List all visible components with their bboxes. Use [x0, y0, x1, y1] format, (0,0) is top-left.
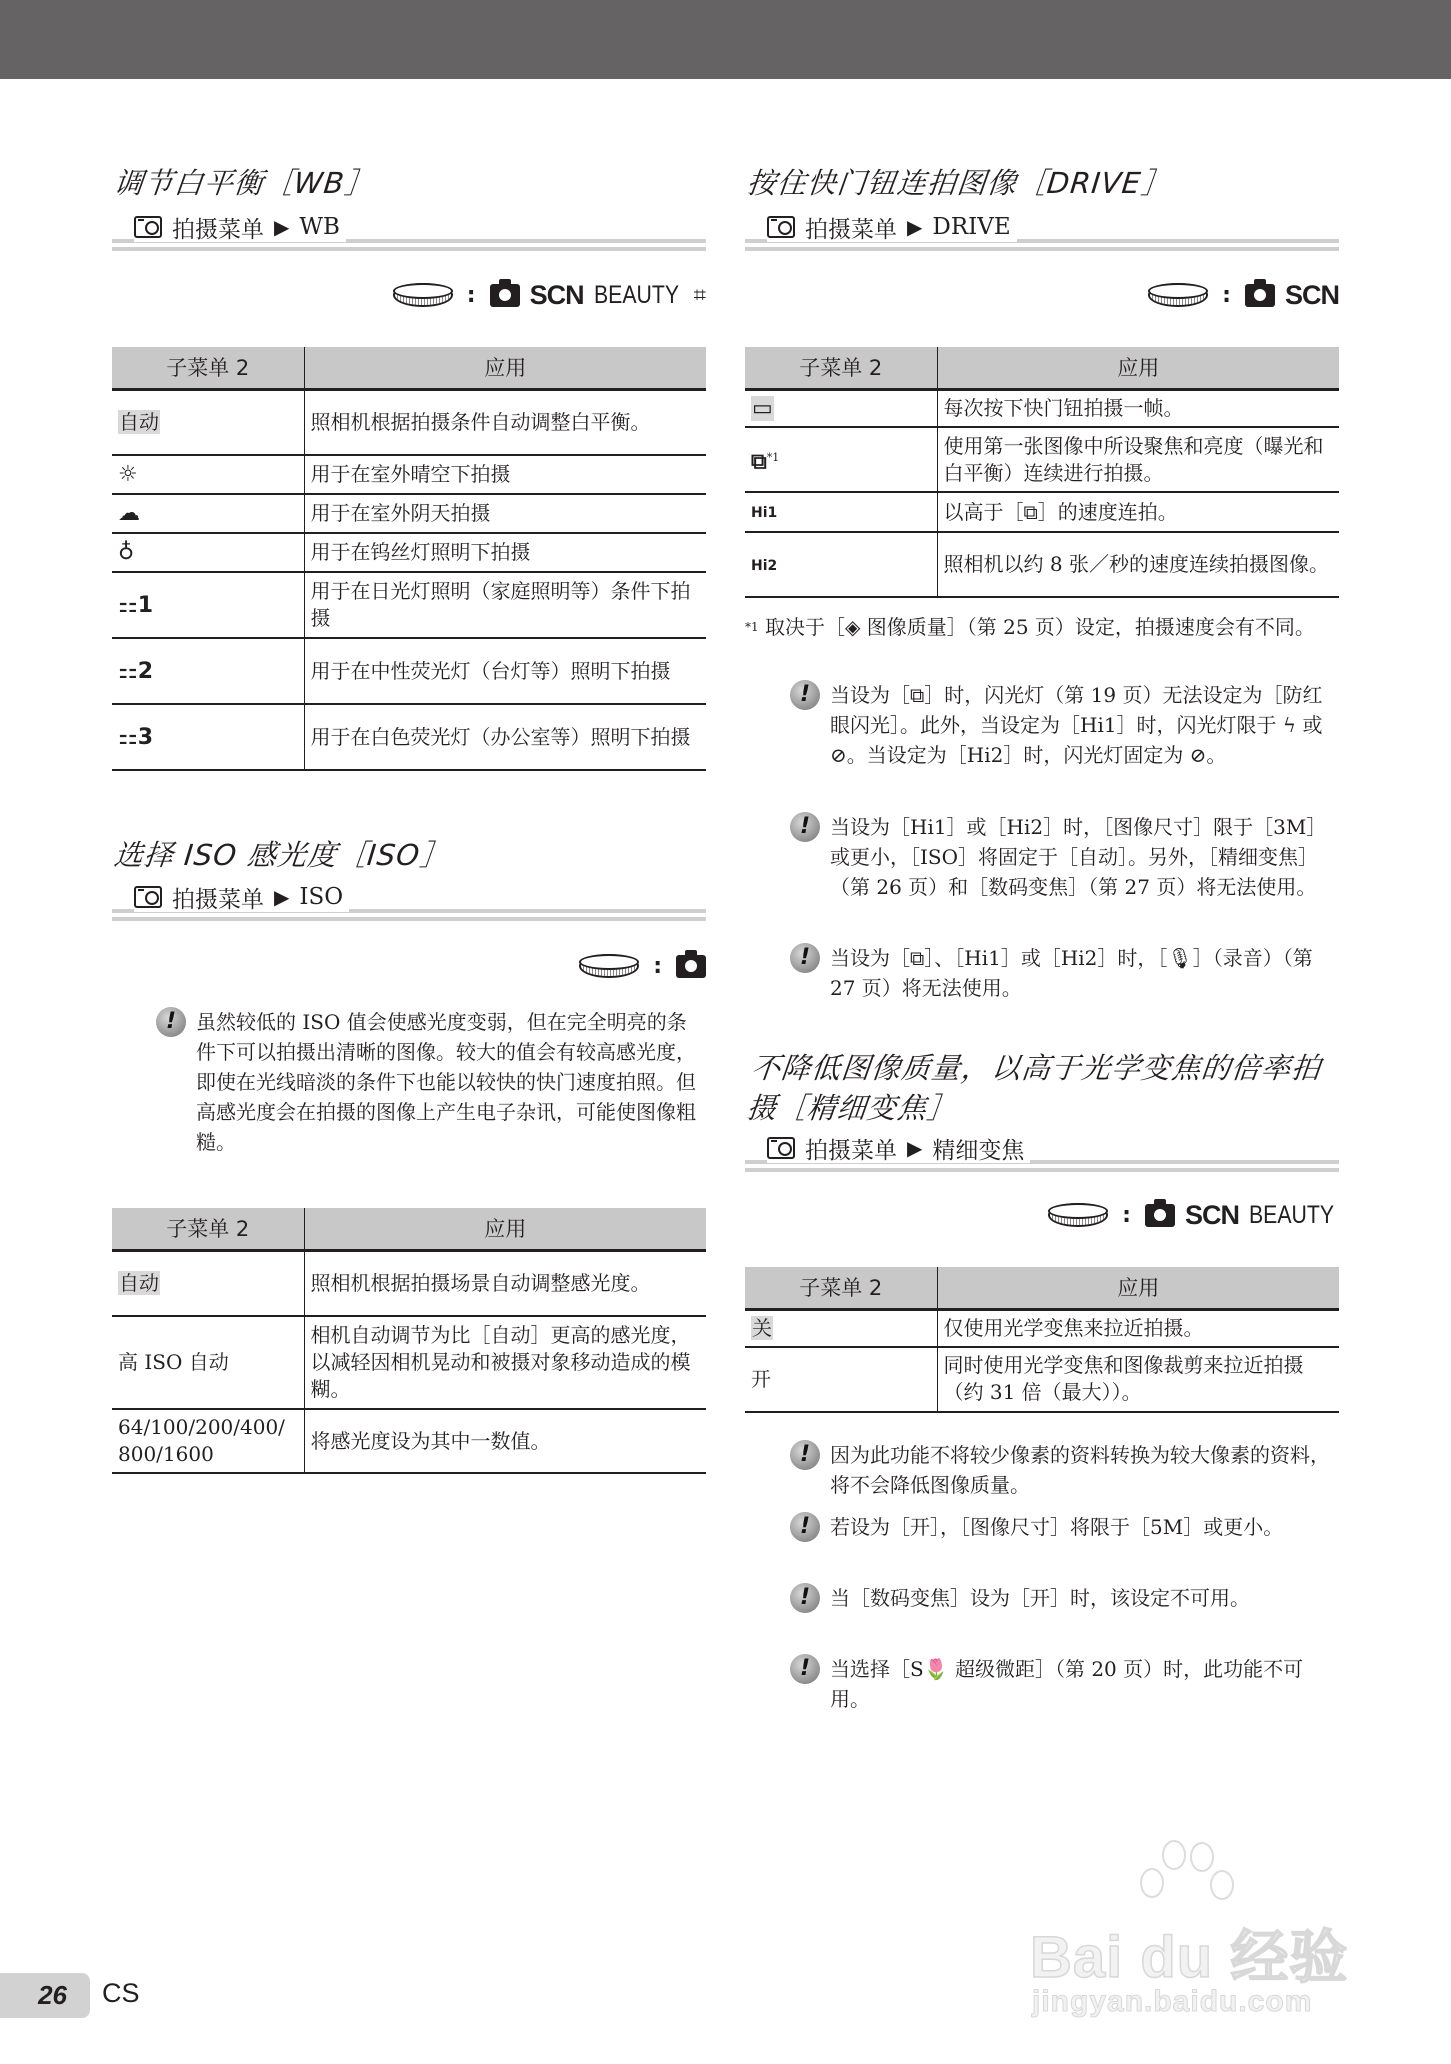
drive-caution-note-2 — [790, 812, 1335, 902]
table-row — [112, 533, 706, 572]
option-auto: 自动 — [119, 1270, 159, 1295]
camera-mode-icon — [676, 955, 706, 978]
camera-menu-icon — [134, 886, 162, 908]
table-row — [745, 532, 1339, 597]
baidu-watermark — [1030, 1840, 1360, 2020]
movie-camera-icon: ⌗ — [693, 282, 706, 308]
caution-icon: ! — [790, 943, 820, 973]
table-row — [745, 389, 1339, 427]
mode-dial-icon — [579, 954, 639, 978]
table-row — [745, 427, 1339, 492]
col-header-application: 应用 — [937, 347, 1339, 389]
option-desc: 用于在室外阴天拍摄 — [304, 494, 706, 533]
option-desc: 每次按下快门钮拍摄一帧。 — [937, 389, 1339, 427]
divider — [745, 1168, 1339, 1172]
hi1-sequential-icon: Hi1 — [751, 505, 778, 521]
menu-label: 拍摄菜单 — [172, 886, 264, 913]
option-off: 关 — [752, 1315, 772, 1340]
note-text: 当设为［⧉］、［Hi1］或［Hi2］时，［🎙］（录音）（第 27 页）将无法使用。 — [830, 946, 1313, 1000]
menu-label: 拍摄菜单 — [805, 1137, 897, 1164]
iso-menu-path — [112, 882, 706, 918]
option-desc: 用于在室外晴空下拍摄 — [304, 455, 706, 494]
finezoom-caution-note-2 — [790, 1512, 1335, 1542]
drive-section-title: 按住快门钮连拍图像［DRIVE］ — [745, 166, 1174, 200]
option-auto: 自动 — [119, 409, 159, 434]
divider — [745, 247, 1339, 251]
col-header-submenu: 子菜单 2 — [745, 1267, 937, 1309]
table-row — [112, 638, 706, 704]
caution-icon: ! — [156, 1007, 186, 1037]
table-row — [112, 1250, 706, 1316]
sunny-icon: ☼ — [118, 462, 138, 487]
mode-dial-icon — [393, 283, 453, 307]
option-desc: 相机自动调节为比［自动］更高的感光度，以减轻因相机晃动和被摄对象移动造成的模糊。 — [304, 1316, 706, 1409]
scn-mode-label: SCN — [1284, 279, 1339, 310]
table-row — [112, 704, 706, 770]
sequential-icon: ⧉ — [751, 449, 767, 475]
note-text: 若设为［开］，［图像尺寸］将限于［5M］或更小。 — [830, 1515, 1284, 1539]
camera-menu-icon — [767, 1137, 795, 1159]
single-shot-icon: ▭ — [752, 395, 773, 421]
caution-icon: ! — [790, 680, 820, 710]
wb-menu-path — [112, 212, 706, 248]
table-row — [112, 572, 706, 638]
fluorescent-1-icon: ⚏1 — [118, 592, 154, 618]
menu-target: 精细变焦 — [932, 1137, 1025, 1164]
option-desc: 用于在日光灯照明（家庭照明等）条件下拍摄 — [304, 572, 706, 638]
iso-caution-note — [156, 1007, 696, 1157]
option-desc: 照相机根据拍摄条件自动调整白平衡。 — [304, 389, 706, 455]
camera-mode-icon — [1245, 284, 1275, 307]
note-text: 当选择［S🌷 超级微距］（第 20 页）时，此功能不可用。 — [830, 1657, 1304, 1711]
hi2-sequential-icon: Hi2 — [751, 557, 778, 574]
fluorescent-2-icon: ⚏2 — [118, 658, 154, 684]
finezoom-menu-path — [745, 1133, 1339, 1169]
finezoom-caution-note-1 — [790, 1440, 1335, 1500]
option-desc: 照相机根据拍摄场景自动调整感光度。 — [304, 1250, 706, 1316]
mode-dial-icon — [1148, 283, 1208, 307]
option-desc: 同时使用光学变焦和图像裁剪来拉近拍摄（约 31 倍（最大））。 — [937, 1347, 1339, 1412]
scn-mode-label: SCN — [529, 279, 584, 310]
arrow-right-icon: ▶ — [907, 1136, 923, 1160]
finezoom-available-modes — [1048, 1200, 1339, 1230]
divider — [112, 247, 706, 251]
wb-table — [112, 347, 706, 771]
finezoom-table — [745, 1267, 1339, 1413]
option-desc: 照相机以约 8 张／秒的速度连续拍摄图像。 — [937, 532, 1339, 597]
page-language-code: CS — [102, 1978, 140, 2008]
camera-mode-icon — [1145, 1204, 1175, 1227]
paw-logo-icon — [1140, 1840, 1230, 1915]
note-text: 虽然较低的 ISO 值会使感光度变弱，但在完全明亮的条件下可以拍摄出清晰的图像。较大的值会有较高感光度，即使在光线暗淡的条件下也能以较快的快门速度拍照。但高感光度会在拍摄的图像上产生电子杂讯，可能使图像粗糙。 — [196, 1010, 696, 1154]
footnote-mark: *1 — [745, 620, 759, 634]
option-desc: 使用第一张图像中所设聚焦和亮度（曝光和白平衡）连续进行拍摄。 — [937, 427, 1339, 492]
note-text: 当设为［⧉］时，闪光灯（第 19 页）无法设定为［防红眼闪光］。此外，当设定为［Hi1］时，闪光灯限于 ϟ 或 ⊘。当设定为［Hi2］时，闪光灯固定为 ⊘。 — [830, 683, 1323, 767]
note-text: 因为此功能不将较少像素的资料转换为较大像素的资料，将不会降低图像质量。 — [830, 1443, 1330, 1497]
col-header-submenu: 子菜单 2 — [745, 347, 937, 389]
arrow-right-icon: ▶ — [274, 215, 290, 239]
option-desc: 将感光度设为其中一数值。 — [304, 1409, 706, 1473]
wb-available-modes — [393, 280, 706, 310]
iso-table — [112, 1208, 706, 1474]
note-text: 当［数码变焦］设为［开］时，该设定不可用。 — [830, 1586, 1250, 1610]
drive-caution-note-3 — [790, 943, 1335, 1003]
option-desc: 用于在钨丝灯照明下拍摄 — [304, 533, 706, 572]
option-desc: 用于在中性荧光灯（台灯等）照明下拍摄 — [304, 638, 706, 704]
arrow-right-icon: ▶ — [907, 215, 923, 239]
table-row — [112, 1316, 706, 1409]
menu-target: DRIVE — [932, 214, 1011, 240]
beauty-mode-label: BEAUTY — [1248, 1200, 1334, 1229]
caution-icon: ! — [790, 1583, 820, 1613]
footnote-ref: *1 — [766, 450, 780, 464]
camera-menu-icon — [767, 216, 795, 238]
caution-icon: ! — [790, 812, 820, 842]
drive-menu-path — [745, 212, 1339, 248]
table-row — [112, 455, 706, 494]
scn-mode-label: SCN — [1184, 1199, 1239, 1230]
mode-colon: : — [1122, 1202, 1131, 1228]
caution-icon: ! — [790, 1440, 820, 1470]
fluorescent-3-icon: ⚏3 — [118, 724, 154, 750]
camera-menu-icon — [134, 216, 162, 238]
drive-caution-note-1 — [790, 680, 1335, 770]
mode-dial-icon — [1048, 1203, 1108, 1227]
note-text: 当设为［Hi1］或［Hi2］时，［图像尺寸］限于［3M］或更小，［ISO］将固定于［自动］。另外，［精细变焦］（第 26 页）和［数码变焦］（第 27 页）将无法使用。 — [830, 815, 1327, 899]
tungsten-icon: ♁ — [118, 540, 135, 565]
menu-target: WB — [299, 214, 340, 240]
finezoom-section-title: 不降低图像质量，以高于光学变焦的倍率拍摄［精细变焦］ — [745, 1051, 1324, 1125]
beauty-mode-label: BEAUTY — [593, 280, 679, 309]
menu-label: 拍摄菜单 — [172, 216, 264, 243]
table-row — [745, 1309, 1339, 1347]
drive-footnote — [745, 612, 1339, 642]
col-header-submenu: 子菜单 2 — [112, 347, 304, 389]
table-row — [745, 492, 1339, 532]
finezoom-caution-note-4 — [790, 1654, 1335, 1714]
watermark-url: jingyan.baidu.com — [1032, 1985, 1313, 2018]
caution-icon: ! — [790, 1654, 820, 1684]
mode-colon: : — [466, 282, 476, 308]
cloudy-icon: ☁ — [118, 501, 140, 526]
option-high-iso-auto: 高 ISO 自动 — [112, 1316, 304, 1409]
page-number: 26 — [0, 1973, 90, 2018]
finezoom-caution-note-3 — [790, 1583, 1335, 1613]
col-header-application: 应用 — [304, 347, 706, 389]
drive-table — [745, 347, 1339, 598]
col-header-application: 应用 — [304, 1208, 706, 1250]
iso-section-title: 选择 ISO 感光度［ISO］ — [112, 838, 452, 872]
drive-available-modes — [1148, 280, 1339, 310]
menu-label: 拍摄菜单 — [805, 216, 897, 243]
option-desc: 用于在白色荧光灯（办公室等）照明下拍摄 — [304, 704, 706, 770]
mode-colon: : — [1222, 282, 1231, 308]
wb-section-title: 调节白平衡［WB］ — [112, 166, 377, 200]
arrow-right-icon: ▶ — [274, 885, 290, 909]
table-row — [745, 1347, 1339, 1412]
option-desc: 以高于［⧉］的速度连拍。 — [937, 492, 1339, 532]
col-header-submenu: 子菜单 2 — [112, 1208, 304, 1250]
iso-available-modes — [579, 951, 706, 981]
mode-colon: : — [653, 953, 662, 979]
option-on: 开 — [745, 1347, 937, 1412]
footnote-text: 取决于［◈ 图像质量］（第 25 页）设定，拍摄速度会有不同。 — [765, 615, 1315, 639]
table-row — [112, 494, 706, 533]
watermark-brand: Bai du 经验 — [1030, 1925, 1349, 1990]
page-header-bar — [0, 0, 1451, 79]
table-row — [112, 1409, 706, 1473]
table-row — [112, 389, 706, 455]
option-iso-values: 64/100/200/400/800/1600 — [112, 1409, 304, 1473]
divider — [112, 917, 706, 921]
caution-icon: ! — [790, 1512, 820, 1542]
menu-target: ISO — [299, 884, 344, 910]
camera-mode-icon — [490, 284, 520, 307]
option-desc: 仅使用光学变焦来拉近拍摄。 — [937, 1309, 1339, 1347]
col-header-application: 应用 — [937, 1267, 1339, 1309]
